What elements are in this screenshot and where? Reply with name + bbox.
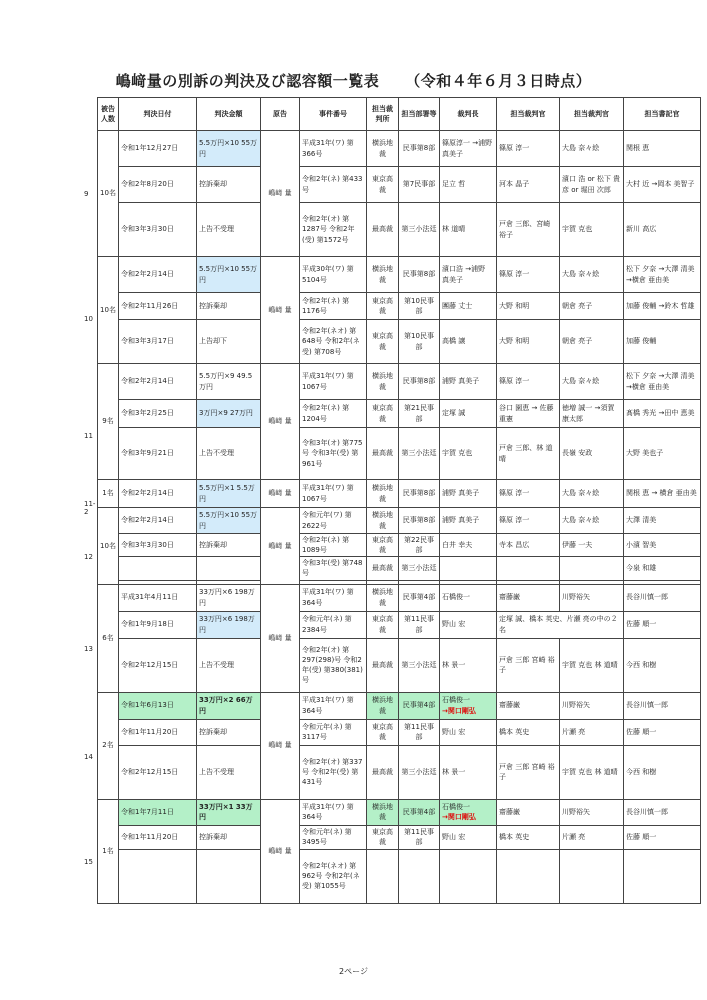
court-cell: 横浜地裁 [367, 257, 399, 293]
judge-cell: 浦野 真美子 [440, 480, 497, 508]
col-case-number: 事件番号 [300, 98, 367, 131]
col-court: 担当裁判所 [367, 98, 399, 131]
judge2-cell: 片瀬 亮 [560, 825, 624, 849]
plaintiff-cell: 嶋﨑 量 [261, 364, 300, 480]
table-row [98, 508, 701, 534]
table-row [98, 584, 701, 611]
group-number: 13 [84, 645, 93, 653]
judge1-cell: 谷口 園恵 → 佐藤 重憲 [497, 400, 560, 428]
court-cell: 東京高裁 [367, 320, 399, 364]
judge2-cell: 徳増 誠一 →須賀 康太郎 [560, 400, 624, 428]
defendants-cell: 10名 [98, 508, 119, 585]
court-cell: 横浜地裁 [367, 480, 399, 508]
col-clerk: 担当書記官 [624, 98, 701, 131]
judge-cell: 篠原淳一 →浦野 真美子 [440, 131, 497, 167]
court-cell: 東京高裁 [367, 293, 399, 320]
judge-cell: 林 景一 [440, 745, 497, 799]
clerk-cell: 佐藤 順一 [624, 719, 701, 745]
amount-cell: 上告不受理 [197, 203, 261, 257]
dept-cell [399, 849, 440, 903]
judge2-cell: 大島 奈々絵 [560, 480, 624, 508]
case-cell: 平成31年(ワ) 第1067号 [300, 364, 367, 400]
court-cell: 東京高裁 [367, 825, 399, 849]
table-row [98, 400, 701, 428]
table-row [98, 428, 701, 480]
date-cell: 令和3年9月21日 [119, 428, 197, 480]
judge-cell: 足立 哲 [440, 167, 497, 203]
page-number: 2ページ [339, 967, 368, 976]
amount-cell: 5.5万円×10 55万円 [197, 131, 261, 167]
clerk-cell: 関根 恵 → 横倉 亜由美 [624, 480, 701, 508]
amount-cell: 33万円×6 198万円 [197, 611, 261, 638]
amount-cell: 5.5万円×10 55万円 [197, 508, 261, 534]
date-cell: 平成31年4月11日 [119, 584, 197, 611]
defendants-cell: 6名 [98, 584, 119, 692]
judge2-cell: 伊藤 一夫 [560, 534, 624, 557]
judge1-cell: 戸倉 三郎 宮崎 裕子 [497, 638, 560, 692]
col-date: 判決日付 [119, 98, 197, 131]
judge-cell [440, 692, 497, 719]
judge-name: 石橋俊一 [442, 696, 470, 705]
group-number: 9 [84, 190, 89, 198]
case-cell: 令和2年(オ) 第1287号 令和2年(受) 第1572号 [300, 203, 367, 257]
clerk-cell: 小濱 智美 [624, 534, 701, 557]
clerk-cell: 大村 近 →岡本 美智子 [624, 167, 701, 203]
date-cell: 令和2年2月14日 [119, 508, 197, 534]
judge2-cell: 大島 奈々絵 [560, 364, 624, 400]
case-cell: 令和元年(ネ) 第2384号 [300, 611, 367, 638]
dept-cell: 民事第4部 [399, 799, 440, 825]
amount-cell: 控訴棄却 [197, 825, 261, 849]
amount-cell: 33万円×2 66万円 [197, 692, 261, 719]
table-row [98, 364, 701, 400]
judge-cell: 宇賀 克也 [440, 428, 497, 480]
case-cell: 令和2年(ネオ) 第962号 令和2年(ネ受) 第1055号 [300, 849, 367, 903]
date-cell: 令和1年7月11日 [119, 799, 197, 825]
date-cell: 令和2年11月26日 [119, 293, 197, 320]
judge-cell: 浦野 真美子 [440, 364, 497, 400]
date-cell: 令和1年9月18日 [119, 611, 197, 638]
table-row [98, 719, 701, 745]
court-cell [367, 849, 399, 903]
court-cell: 横浜地裁 [367, 584, 399, 611]
clerk-cell: 加藤 俊輔 →鈴木 哲雄 [624, 293, 701, 320]
judge-cell: 團藤 丈士 [440, 293, 497, 320]
judge-change: →関口剛弘 [442, 706, 476, 715]
judge1-cell: 齋藤巌 [497, 584, 560, 611]
case-cell: 令和2年(ネ) 第1176号 [300, 293, 367, 320]
table-row [98, 692, 701, 719]
amount-cell: 5.5万円×1 5.5万円 [197, 480, 261, 508]
page-title [0, 70, 707, 91]
defendants-cell: 1名 [98, 799, 119, 903]
judge-cell: 定塚 誠 [440, 400, 497, 428]
judge2-cell: 朝倉 亮子 [560, 320, 624, 364]
case-cell: 平成31年(ワ) 第364号 [300, 692, 367, 719]
judge2-cell: 大島 奈々絵 [560, 508, 624, 534]
dept-cell: 第三小法廷 [399, 638, 440, 692]
judge1-cell: 篠原 淳一 [497, 257, 560, 293]
court-cell: 横浜地裁 [367, 131, 399, 167]
court-cell: 東京高裁 [367, 719, 399, 745]
judge1-cell: 大野 和明 [497, 320, 560, 364]
date-cell: 令和2年12月15日 [119, 745, 197, 799]
amount-cell: 上告不受理 [197, 428, 261, 480]
judge1-cell: 篠原 淳一 [497, 131, 560, 167]
case-cell: 令和2年(ネ) 第1089号 [300, 534, 367, 557]
table-row [98, 480, 701, 508]
judge1-cell [497, 849, 560, 903]
dept-cell: 第三小法廷 [399, 557, 440, 580]
amount-cell: 上告却下 [197, 320, 261, 364]
plaintiff-cell: 嶋﨑 量 [261, 131, 300, 257]
case-cell: 令和3年(受) 第748号 [300, 557, 367, 580]
table-row [98, 638, 701, 692]
judge1-cell: 齋藤巌 [497, 799, 560, 825]
col-amount: 判決金額 [197, 98, 261, 131]
col-presiding-judge: 裁判長 [440, 98, 497, 131]
date-cell: 令和2年2月14日 [119, 480, 197, 508]
judge1-cell: 篠原 淳一 [497, 364, 560, 400]
title-date: （令和４年６月３日時点） [405, 72, 592, 90]
judge2-cell: 川野裕矢 [560, 584, 624, 611]
judge1-cell: 篠原 淳一 [497, 508, 560, 534]
amount-cell: 控訴棄却 [197, 167, 261, 203]
group-number: 14 [84, 753, 93, 761]
dept-cell: 民事第8部 [399, 480, 440, 508]
judge2-cell: 濱口 浩 or 松下 貴彦 or 堀田 次郎 [560, 167, 624, 203]
judgment-table [97, 97, 701, 904]
dept-cell: 民事第4部 [399, 584, 440, 611]
date-cell [119, 557, 197, 580]
clerk-cell: 佐藤 順一 [624, 611, 701, 638]
table-row [98, 745, 701, 799]
court-cell: 横浜地裁 [367, 364, 399, 400]
judge1-cell: 橋本 英史 [497, 719, 560, 745]
dept-cell: 第11民事部 [399, 825, 440, 849]
court-cell: 横浜地裁 [367, 508, 399, 534]
dept-cell: 第10民事部 [399, 320, 440, 364]
dept-cell: 民事第8部 [399, 131, 440, 167]
dept-cell: 民事第8部 [399, 257, 440, 293]
court-cell: 東京高裁 [367, 534, 399, 557]
date-cell: 令和2年8月20日 [119, 167, 197, 203]
clerk-cell: 今西 和樹 [624, 638, 701, 692]
judge1-cell: 戸倉 三郎、林 道晴 [497, 428, 560, 480]
table-row [98, 131, 701, 167]
judge2-cell: 宇賀 克也 林 道晴 [560, 638, 624, 692]
defendants-cell: 9名 [98, 364, 119, 480]
plaintiff-cell: 嶋﨑 量 [261, 480, 300, 508]
amount-cell: 控訴棄却 [197, 293, 261, 320]
case-cell: 令和2年(ネ) 第1204号 [300, 400, 367, 428]
judge1-cell: 大野 和明 [497, 293, 560, 320]
date-cell: 令和3年3月30日 [119, 203, 197, 257]
col-judge-1: 担当裁判官 [497, 98, 560, 131]
clerk-cell: 松下 夕奈 →大澤 清美 →横倉 亜由美 [624, 257, 701, 293]
clerk-cell: 佐藤 順一 [624, 825, 701, 849]
dept-cell: 第7民事部 [399, 167, 440, 203]
defendants-cell: 10名 [98, 131, 119, 257]
dept-cell: 第三小法廷 [399, 203, 440, 257]
clerk-cell: 長谷川慎一郎 [624, 799, 701, 825]
judge1-cell: 篠原 淳一 [497, 480, 560, 508]
date-cell [119, 849, 197, 903]
dept-cell: 第11民事部 [399, 611, 440, 638]
judge2-cell: 朝倉 亮子 [560, 293, 624, 320]
group-number: 12 [84, 553, 93, 561]
judge-cell [440, 849, 497, 903]
amount-cell: 控訴棄却 [197, 719, 261, 745]
judge2-cell [560, 557, 624, 580]
plaintiff-cell: 嶋﨑 量 [261, 799, 300, 903]
judge1-cell: 齋藤巌 [497, 692, 560, 719]
amount-cell: 3万円×9 27万円 [197, 400, 261, 428]
date-cell: 令和2年2月14日 [119, 364, 197, 400]
col-defendants: 被告人数 [98, 98, 119, 131]
case-cell: 令和3年(オ) 第775号 令和3年(受) 第961号 [300, 428, 367, 480]
case-cell: 令和2年(ネ) 第433号 [300, 167, 367, 203]
court-cell: 東京高裁 [367, 611, 399, 638]
case-cell: 平成31年(ワ) 第366号 [300, 131, 367, 167]
court-cell: 横浜地裁 [367, 799, 399, 825]
amount-cell: 上告不受理 [197, 638, 261, 692]
judge2-cell: 大島 奈々絵 [560, 257, 624, 293]
judge2-cell [560, 849, 624, 903]
amount-cell [197, 557, 261, 580]
table-row [98, 257, 701, 293]
table-row [98, 799, 701, 825]
amount-cell: 33万円×6 198万円 [197, 584, 261, 611]
date-cell: 令和3年3月30日 [119, 534, 197, 557]
table-row [98, 611, 701, 638]
judge-cell: 濱口浩 →浦野 真美子 [440, 257, 497, 293]
judge-change: →関口剛弘 [442, 813, 476, 822]
case-cell: 平成31年(ワ) 第1067号 [300, 480, 367, 508]
court-cell: 最高裁 [367, 557, 399, 580]
judge2-cell: 宇賀 克也 [560, 203, 624, 257]
judge-cell [440, 799, 497, 825]
court-cell: 東京高裁 [367, 400, 399, 428]
dept-cell: 民事第8部 [399, 508, 440, 534]
judge-cell: 白井 幸夫 [440, 534, 497, 557]
judge-cell: 浦野 真美子 [440, 508, 497, 534]
judge2-cell: 大島 奈々絵 [560, 131, 624, 167]
dept-cell: 第11民事部 [399, 719, 440, 745]
table-row [98, 849, 701, 903]
plaintiff-cell: 嶋﨑 量 [261, 257, 300, 364]
judge-cell [440, 557, 497, 580]
case-cell: 平成31年(ワ) 第364号 [300, 584, 367, 611]
judge1-cell [497, 557, 560, 580]
defendants-cell: 1名 [98, 480, 119, 508]
date-cell: 令和2年12月15日 [119, 638, 197, 692]
case-cell: 令和2年(オ) 第337号 令和2年(受) 第431号 [300, 745, 367, 799]
table-row [98, 203, 701, 257]
amount-cell: 5.5万円×9 49.5万円 [197, 364, 261, 400]
table-row [98, 167, 701, 203]
title-text: 嶋﨑量の別訴の判決及び認容額一覧表 [115, 72, 380, 90]
group-number: 15 [84, 858, 93, 866]
clerk-cell [624, 849, 701, 903]
col-department: 担当部署等 [399, 98, 440, 131]
judge1-cell: 戸倉 三郎、宮崎 裕子 [497, 203, 560, 257]
judge-cell: 高橋 譲 [440, 320, 497, 364]
table-row [98, 534, 701, 557]
date-cell: 令和3年2月25日 [119, 400, 197, 428]
date-cell: 令和1年6月13日 [119, 692, 197, 719]
judge-name: 石橋俊一 [442, 802, 470, 811]
date-cell: 令和1年11月20日 [119, 825, 197, 849]
case-cell: 令和2年(オ) 第297(298)号 令和2年(受) 第380(381)号 [300, 638, 367, 692]
table-row [98, 293, 701, 320]
judge1-cell: 戸倉 三郎 宮崎 裕子 [497, 745, 560, 799]
case-cell: 令和元年(ワ) 第2622号 [300, 508, 367, 534]
group-number: 10 [84, 315, 93, 323]
case-cell: 平成30年(ワ) 第5104号 [300, 257, 367, 293]
judge2-cell: 川野裕矢 [560, 692, 624, 719]
table-body [98, 131, 701, 904]
clerk-cell: 加藤 俊輔 [624, 320, 701, 364]
date-cell: 令和3年3月17日 [119, 320, 197, 364]
defendants-cell: 10名 [98, 257, 119, 364]
dept-cell: 民事第4部 [399, 692, 440, 719]
col-judge-2: 担当裁判官 [560, 98, 624, 131]
judge2-cell: 宇賀 克也 林 道晴 [560, 745, 624, 799]
clerk-cell: 今西 和樹 [624, 745, 701, 799]
judge-cell: 野山 宏 [440, 825, 497, 849]
clerk-cell: 髙橋 秀光 →田中 恵美 [624, 400, 701, 428]
dept-cell: 第10民事部 [399, 293, 440, 320]
col-plaintiff: 原告 [261, 98, 300, 131]
judge-cell: 石橋俊一 [440, 584, 497, 611]
dept-cell: 第三小法廷 [399, 428, 440, 480]
plaintiff-cell: 嶋﨑 量 [261, 508, 300, 585]
defendants-cell: 2名 [98, 692, 119, 799]
court-cell: 東京高裁 [367, 167, 399, 203]
table-row [98, 825, 701, 849]
group-number: 11 [84, 432, 93, 440]
court-cell: 最高裁 [367, 638, 399, 692]
date-cell: 令和1年11月20日 [119, 719, 197, 745]
case-cell: 平成31年(ワ) 第364号 [300, 799, 367, 825]
judge2-cell: 長嶺 安政 [560, 428, 624, 480]
clerk-cell: 新川 高広 [624, 203, 701, 257]
amount-cell: 控訴棄却 [197, 534, 261, 557]
amount-cell: 上告不受理 [197, 745, 261, 799]
clerk-cell: 大野 美也子 [624, 428, 701, 480]
clerk-cell: 松下 夕奈 →大澤 清美 →横倉 亜由美 [624, 364, 701, 400]
judge2-cell: 川野裕矢 [560, 799, 624, 825]
clerk-cell: 今泉 和雄 [624, 557, 701, 580]
clerk-cell: 長谷川慎一郎 [624, 692, 701, 719]
amount-cell: 33万円×1 33万円 [197, 799, 261, 825]
table-row [98, 320, 701, 364]
judge-cell: 野山 宏 [440, 611, 497, 638]
table-row [98, 557, 701, 580]
date-cell: 令和1年12月27日 [119, 131, 197, 167]
judge-cell: 林 景一 [440, 638, 497, 692]
group-number: 11-2 [84, 500, 96, 516]
dept-cell: 民事第8部 [399, 364, 440, 400]
clerk-cell: 大澤 清美 [624, 508, 701, 534]
judge2-cell: 片瀬 亮 [560, 719, 624, 745]
court-cell: 最高裁 [367, 203, 399, 257]
plaintiff-cell: 嶋﨑 量 [261, 692, 300, 799]
case-cell: 令和2年(ネオ) 第648号 令和2年(ネ受) 第708号 [300, 320, 367, 364]
amount-cell [197, 849, 261, 903]
dept-cell: 第三小法廷 [399, 745, 440, 799]
judge1-cell: 定塚 誠、橋本 英史、片瀬 亮の中の２名 [497, 611, 624, 638]
dept-cell: 第21民事部 [399, 400, 440, 428]
clerk-cell: 関根 恵 [624, 131, 701, 167]
dept-cell: 第22民事部 [399, 534, 440, 557]
judge1-cell: 橋本 英史 [497, 825, 560, 849]
judge-cell: 林 道晴 [440, 203, 497, 257]
case-cell: 令和元年(ネ) 第3117号 [300, 719, 367, 745]
case-cell: 令和元年(ネ) 第3495号 [300, 825, 367, 849]
plaintiff-cell: 嶋﨑 量 [261, 584, 300, 692]
judge-cell: 野山 宏 [440, 719, 497, 745]
court-cell: 最高裁 [367, 745, 399, 799]
table-header [98, 98, 701, 131]
court-cell: 最高裁 [367, 428, 399, 480]
amount-cell: 5.5万円×10 55万円 [197, 257, 261, 293]
date-cell: 令和2年2月14日 [119, 257, 197, 293]
judge1-cell: 寺本 昌広 [497, 534, 560, 557]
judge1-cell: 河本 晶子 [497, 167, 560, 203]
clerk-cell: 長谷川慎一郎 [624, 584, 701, 611]
court-cell: 横浜地裁 [367, 692, 399, 719]
